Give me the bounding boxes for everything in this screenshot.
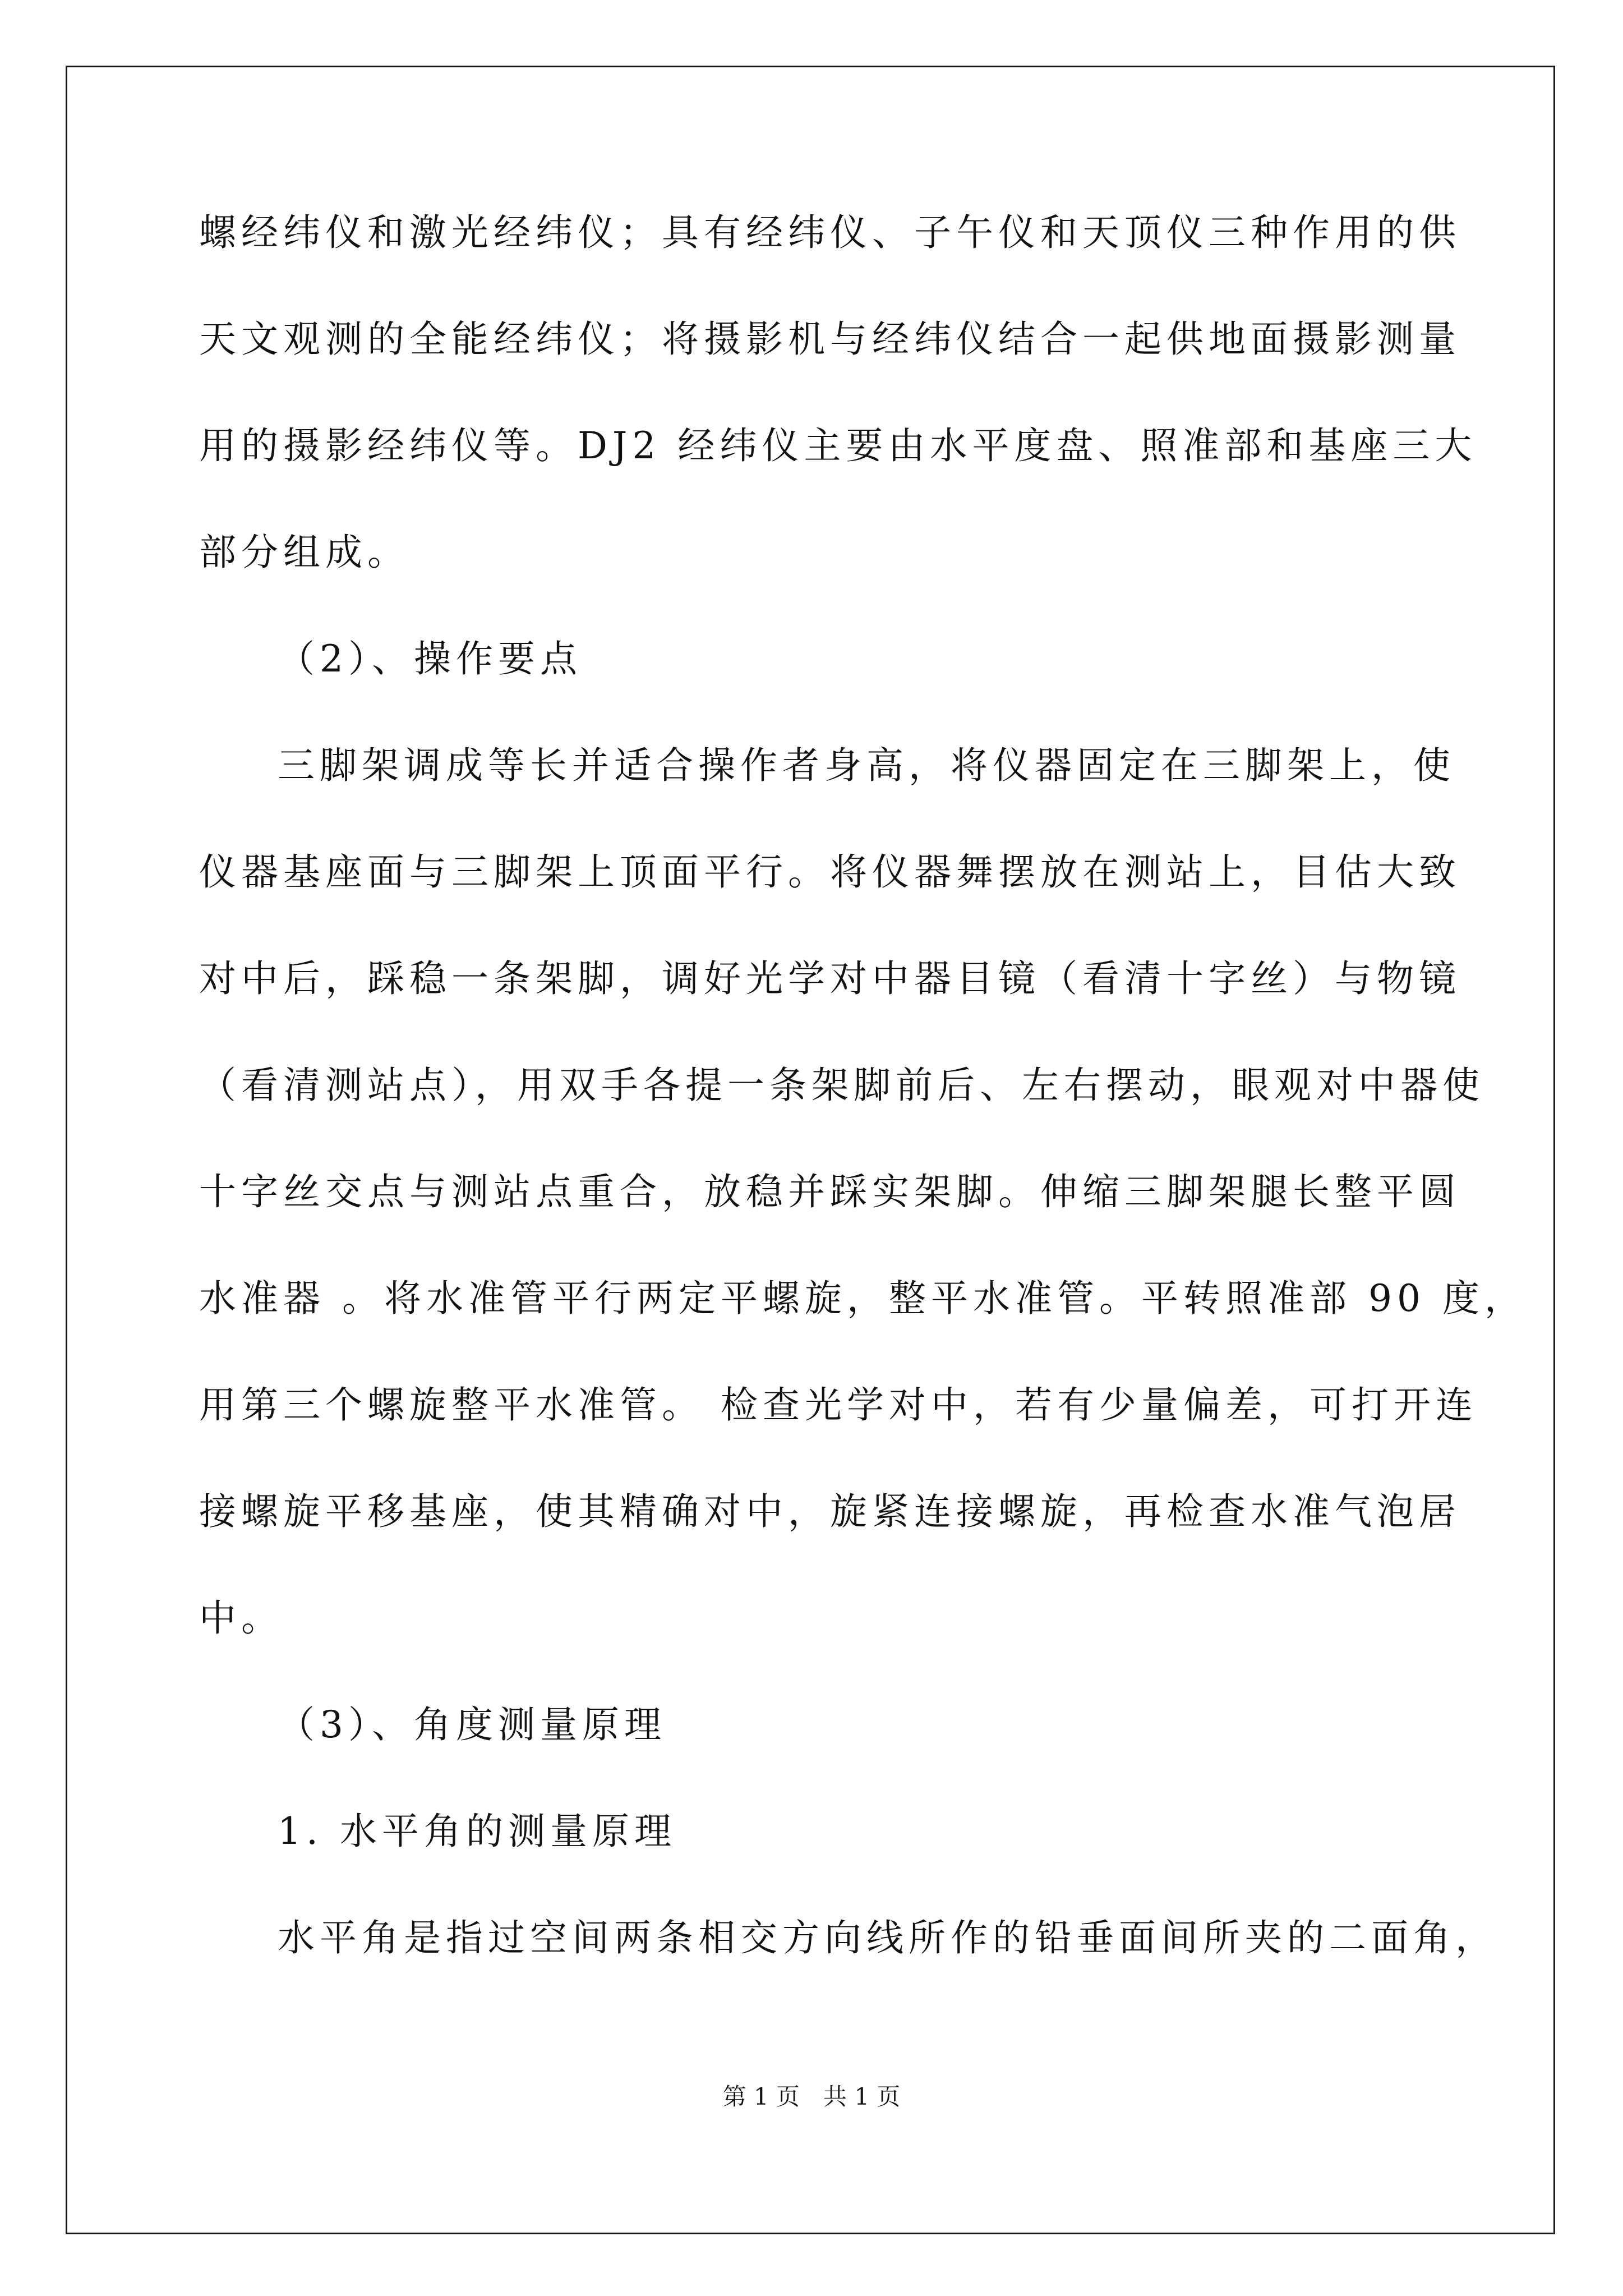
text-line: 螺经纬仪和激光经纬仪；具有经纬仪、子午仪和天顶仪三种作用的供 <box>199 211 1461 254</box>
text-line: 部分组成。 <box>199 531 409 574</box>
text-line: 天文观测的全能经纬仪；将摄影机与经纬仪结合一起供地面摄影测量 <box>199 318 1461 361</box>
text-line: 用第三个螺旋整平水准管。 检查光学对中，若有少量偏差，可打开连 <box>199 1383 1478 1427</box>
page-border <box>66 66 1555 2234</box>
text-line: 水准器 。将水准管平行两定平螺旋，整平水准管。平转照准部 90 度， <box>199 1277 1527 1320</box>
page-footer: 第 1 页 共 1 页 <box>722 2083 901 2110</box>
text-line: 用的摄影经纬仪等。DJ2 经纬仪主要由水平度盘、照准部和基座三大 <box>199 424 1477 467</box>
text-line: 仪器基座面与三脚架上顶面平行。将仪器舞摆放在测站上，目估大致 <box>199 850 1461 894</box>
text-line: 中。 <box>199 1596 283 1640</box>
text-line: 水平角是指过空间两条相交方向线所作的铅垂面间所夹的二面角， <box>278 1916 1497 1959</box>
section-heading: （3）、角度测量原理 <box>278 1703 666 1746</box>
subsection-heading: 1. 水平角的测量原理 <box>278 1810 676 1853</box>
section-heading: （2）、操作要点 <box>278 637 582 680</box>
text-line: 三脚架调成等长并适合操作者身高，将仪器固定在三脚架上，使 <box>278 744 1455 787</box>
text-line: 对中后，踩稳一条架脚，调好光学对中器目镜（看清十字丝）与物镜 <box>199 957 1461 1000</box>
text-line: （看清测站点），用双手各提一条架脚前后、左右摆动，眼观对中器使 <box>199 1064 1484 1107</box>
text-line: 十字丝交点与测站点重合，放稳并踩实架脚。伸缩三脚架腿长整平圆 <box>199 1170 1461 1213</box>
text-line: 接螺旋平移基座，使其精确对中，旋紧连接螺旋，再检查水准气泡居 <box>199 1490 1461 1533</box>
